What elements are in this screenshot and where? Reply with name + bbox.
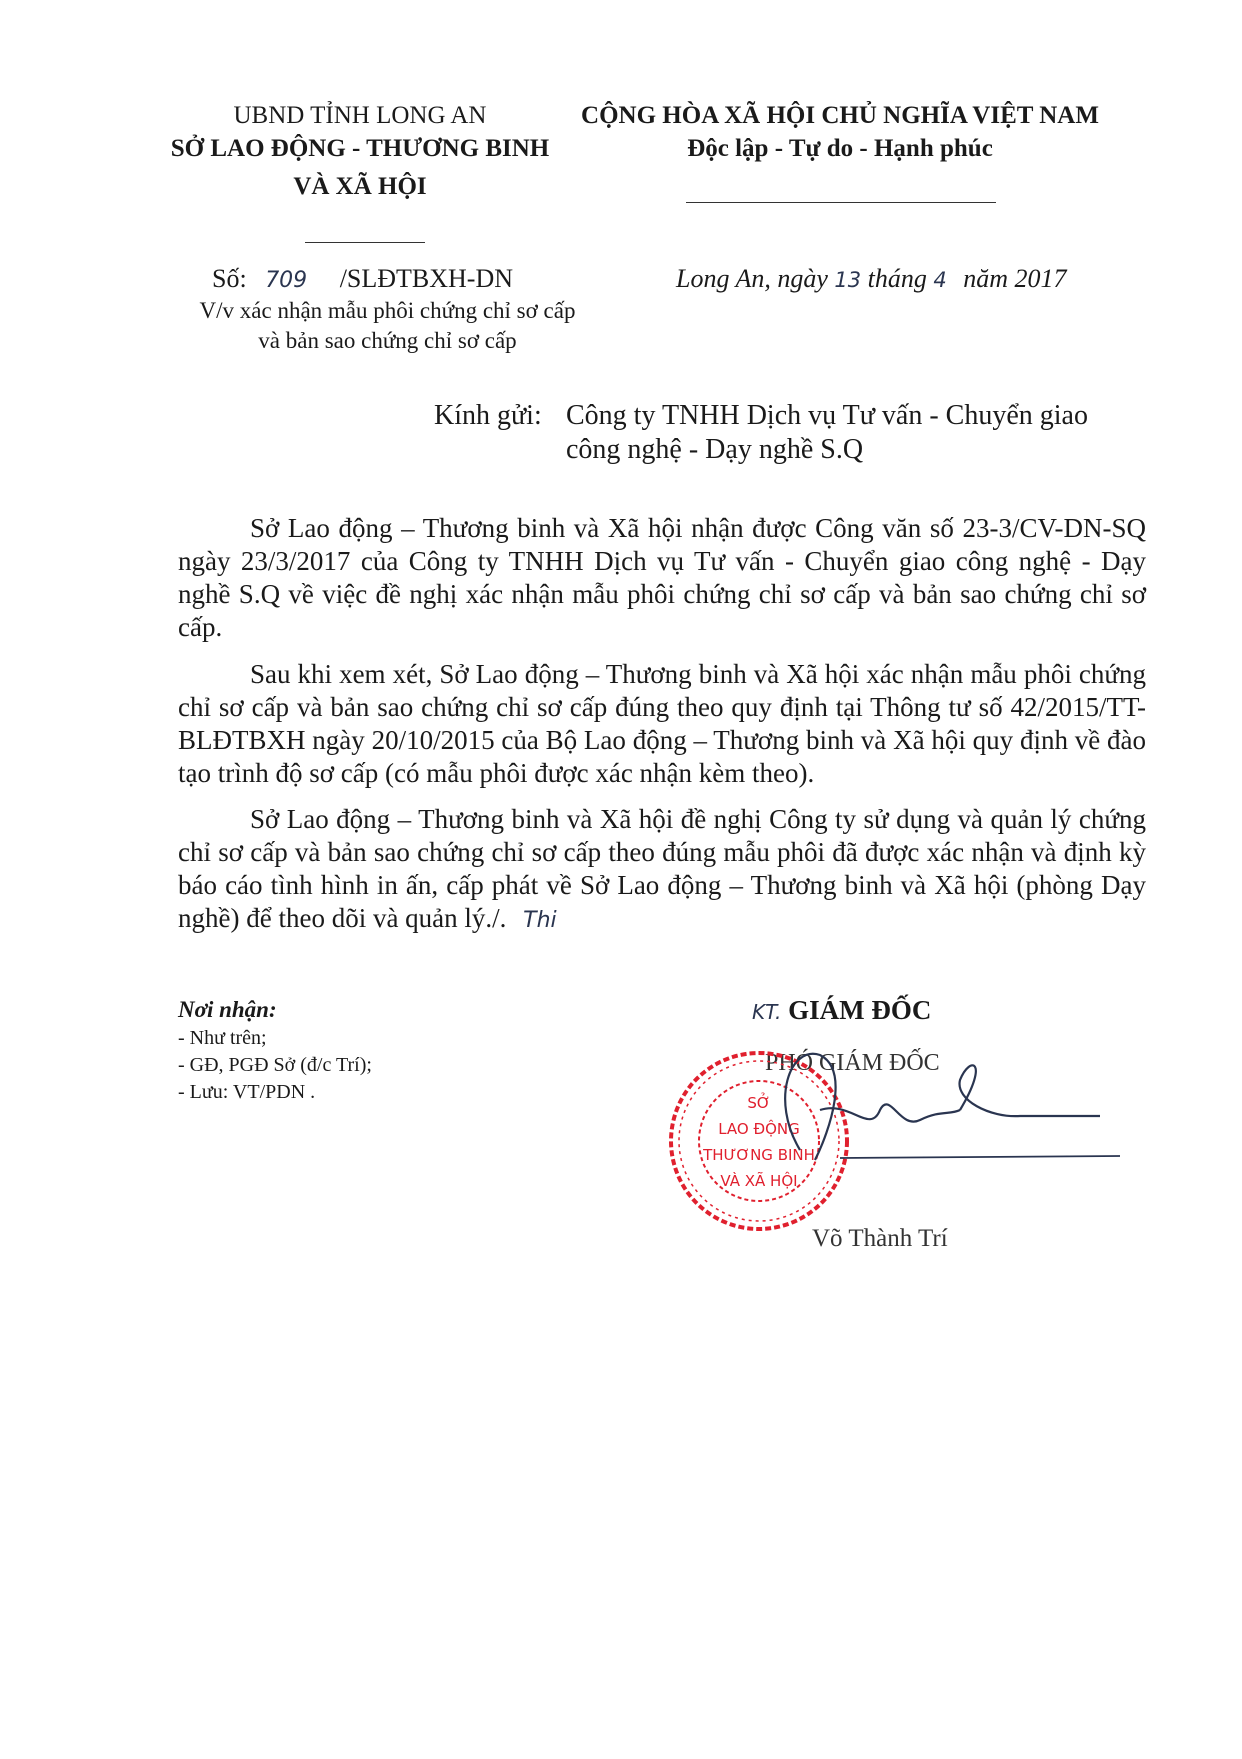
- doc-number-suffix: /SLĐTBXH-DN: [339, 264, 514, 293]
- date-month: 4: [933, 268, 947, 292]
- subject-line-2: và bản sao chứng chỉ sơ cấp: [258, 328, 517, 353]
- signature-subtitle: PHÓ GIÁM ĐỐC: [765, 1050, 940, 1076]
- recipient-item: - Như trên;: [178, 1027, 267, 1049]
- national-title: CỘNG HÒA XÃ HỘI CHỦ NGHĨA VIỆT NAM: [581, 102, 1099, 129]
- subject-block: [165, 296, 610, 356]
- issuer-department: SỞ LAO ĐỘNG - THƯƠNG BINH: [170, 135, 550, 162]
- body-paragraph-3: [178, 803, 1146, 937]
- issuer-block: [150, 100, 570, 204]
- addressee-name: [566, 399, 1146, 467]
- handwritten-signature-icon: [760, 1040, 1120, 1180]
- signer-name: Võ Thành Trí: [812, 1225, 948, 1252]
- date-day: 13: [834, 268, 862, 292]
- handwritten-initial: Thi: [523, 908, 557, 933]
- body-paragraph-1: Sở Lao động – Thương binh và Xã hội nhận được Công văn số 23-3/CV-DN-SQ ngày 23/3/2017 của Công ty TNHH Dịch vụ Tư vấn - Chuyển giao công nghệ - Dạy nghề S.Q về việc đề nghị xác nhận mẫu phôi chứng chỉ sơ cấp và bản sao chứng chỉ sơ cấp.: [178, 513, 1146, 642]
- body-paragraph-2: Sau khi xem xét, Sở Lao động – Thương binh và Xã hội xác nhận mẫu phôi chứng chỉ sơ cấp và bản sao chứng chỉ sơ cấp đúng theo quy định tại Thông tư số 42/2015/TT-BLĐTBXH ngày 20/10/2015 của Bộ Lao động – Thương binh và Xã hội quy định về đào tạo trình độ sơ cấp (có mẫu phôi được xác nhận kèm theo).: [178, 659, 1146, 788]
- signature-title: [752, 993, 931, 1029]
- issuer-underline: [305, 242, 425, 243]
- national-motto: Độc lập - Tự do - Hạnh phúc: [687, 135, 993, 162]
- date-year: năm 2017: [963, 264, 1067, 293]
- recipients-block: [178, 995, 598, 1106]
- signature-role: GIÁM ĐỐC: [788, 995, 932, 1025]
- svg-text:VÀ XÃ HỘI: VÀ XÃ HỘI: [720, 1172, 798, 1190]
- svg-text:LAO ĐỘNG: LAO ĐỘNG: [718, 1120, 800, 1138]
- svg-text:THƯƠNG BINH: THƯƠNG BINH: [703, 1146, 815, 1164]
- svg-text:SỞ: SỞ: [747, 1094, 771, 1112]
- doc-number-handwritten: 709: [265, 268, 308, 293]
- recipient-item: - Lưu: VT/PDN .: [178, 1081, 316, 1103]
- signature-kt: KT.: [752, 1000, 782, 1024]
- document-number: [212, 263, 513, 297]
- national-underline: [686, 202, 996, 203]
- subject-line-1: V/v xác nhận mẫu phôi chứng chỉ sơ cấp: [199, 298, 576, 323]
- recipient-item: - GĐ, PGĐ Sở (đ/c Trí);: [178, 1054, 372, 1076]
- date-line: [676, 263, 1067, 296]
- issuer-province: UBND TỈNH LONG AN: [233, 102, 487, 129]
- addressee-line-2: công nghệ - Dạy nghề S.Q: [566, 434, 864, 465]
- national-header: [570, 100, 1110, 166]
- issuer-department-cont: VÀ XÃ HỘI: [293, 173, 427, 200]
- addressee-line-1: Công ty TNHH Dịch vụ Tư vấn - Chuyển giao: [566, 400, 1088, 431]
- addressee-label: Kính gửi:: [434, 400, 542, 431]
- doc-number-prefix: Số:: [212, 264, 247, 293]
- body-paragraph-3-text: Sở Lao động – Thương binh và Xã hội đề nghị Công ty sử dụng và quản lý chứng chỉ sơ cấp và bản sao chứng chỉ sơ cấp theo đúng mẫu phôi đã được xác nhận và định kỳ báo cáo tình hình in ấn, cấp phát về Sở Lao động – Thương binh và Xã hội (phòng Dạy nghề) để theo dõi và quản lý./.: [178, 804, 1146, 933]
- recipients-title: Nơi nhận:: [178, 997, 277, 1022]
- date-place: Long An, ngày: [676, 264, 828, 293]
- date-month-label: tháng: [867, 264, 927, 293]
